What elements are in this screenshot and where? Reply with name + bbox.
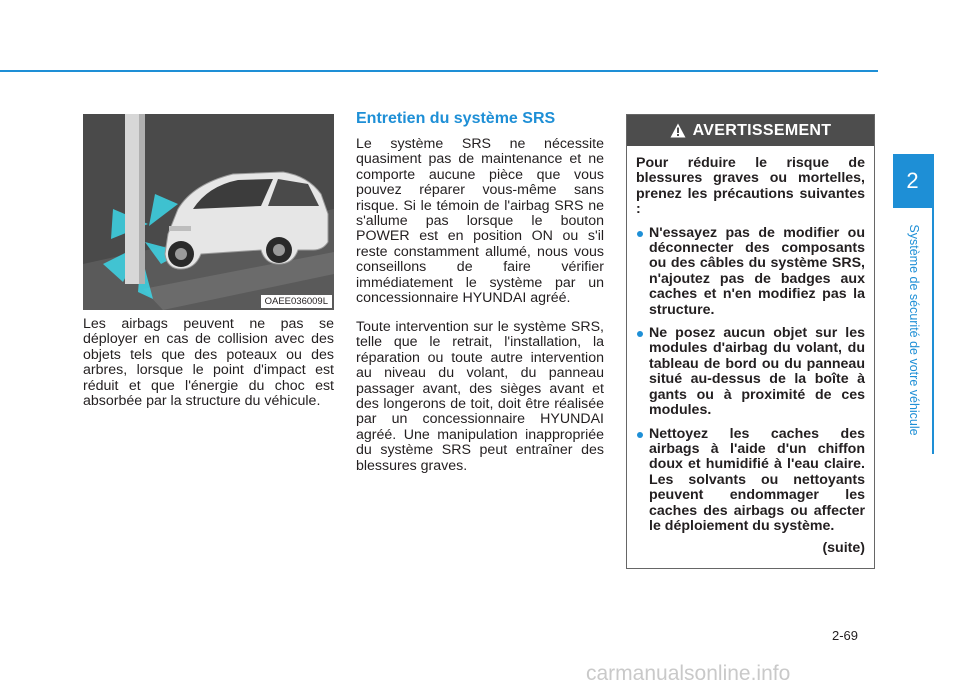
continued-note: (suite) [822,540,865,557]
warning-triangle-icon [670,123,686,138]
warning-header [627,115,874,146]
maintenance-paragraph-2: Toute intervention sur le système SRS, telle que le retrait, l'installation, la réparation ou toute autre intervention au niveau du volant, du panneau passager avant, des sièges avant et des longerons de toit, doit être réalisée par un concessionnaire HYUNDAI agréé. Une manipulation inappropriée du système SRS peut entraîner des blessures graves. [356,319,604,474]
warning-box [626,114,875,569]
chapter-number-tab: 2 [893,154,932,208]
warning-item [636,226,865,318]
page-number: 2-69 [832,628,859,643]
warning-item [636,427,865,535]
warning-intro: Pour réduire le risque de blessures graves ou mortelles, prenez les précautions suivantes : [636,155,865,218]
section-heading: Entretien du système SRS [356,110,556,127]
chapter-title-text: Système de sécurité de votre véhicule [907,224,921,436]
side-rule [932,154,934,454]
car-pole-collision-image [83,114,334,310]
warning-body [627,146,874,557]
bullet-icon [637,231,643,237]
figure-label: OAEE036009L [261,295,332,308]
left-paragraph: Les airbags peuvent ne pas se déployer en cas de collision avec des objets tels que des poteaux ou des arbres, lorsque le point d'impact est réduit et que l'énergie du choc est absorbée par la structure du véhicule. [83,316,334,410]
bullet-icon [637,331,643,337]
bullet-icon [637,432,643,438]
warning-title: AVERTISSEMENT [692,121,832,139]
warning-list [636,226,865,535]
warning-item-text: Nettoyez les caches des airbags à l'aide d'un chiffon doux et humidifié à l'eau claire. Les solvants ou nettoyants peuvent endommager les caches des airbags ou affecter le déploiement du système. [649,425,865,534]
collision-illustration [83,114,334,310]
warning-item [636,326,865,418]
maintenance-paragraph-1: Le système SRS ne nécessite quasiment pas de maintenance et ne comporte aucune pièce que vous pouvez réparer vous-même sans risque. Si le témoin de l'airbag SRS ne s'allume pas lorsque le bouton POWER est en position ON ou s'il reste constamment allumé, nous vous conseillons de faire vérifier immédiatement le système par un concessionnaire HYUNDAI agréé. [356,136,604,307]
warning-item-text: N'essayez pas de modifier ou déconnecter des composants ou des câbles du système SRS, n'ajoutez pas de badges aux caches et n'en modifiez pas la structure. [649,224,865,318]
top-rule [0,70,878,72]
warning-item-text: Ne posez aucun objet sur les modules d'airbag du volant, du tableau de bord ou du panneau situé au-dessus de la boîte à gants ou à proximité de ces modules. [649,325,865,419]
watermark: carmanualsonline.info [586,662,791,685]
chapter-title-vertical [903,210,925,450]
